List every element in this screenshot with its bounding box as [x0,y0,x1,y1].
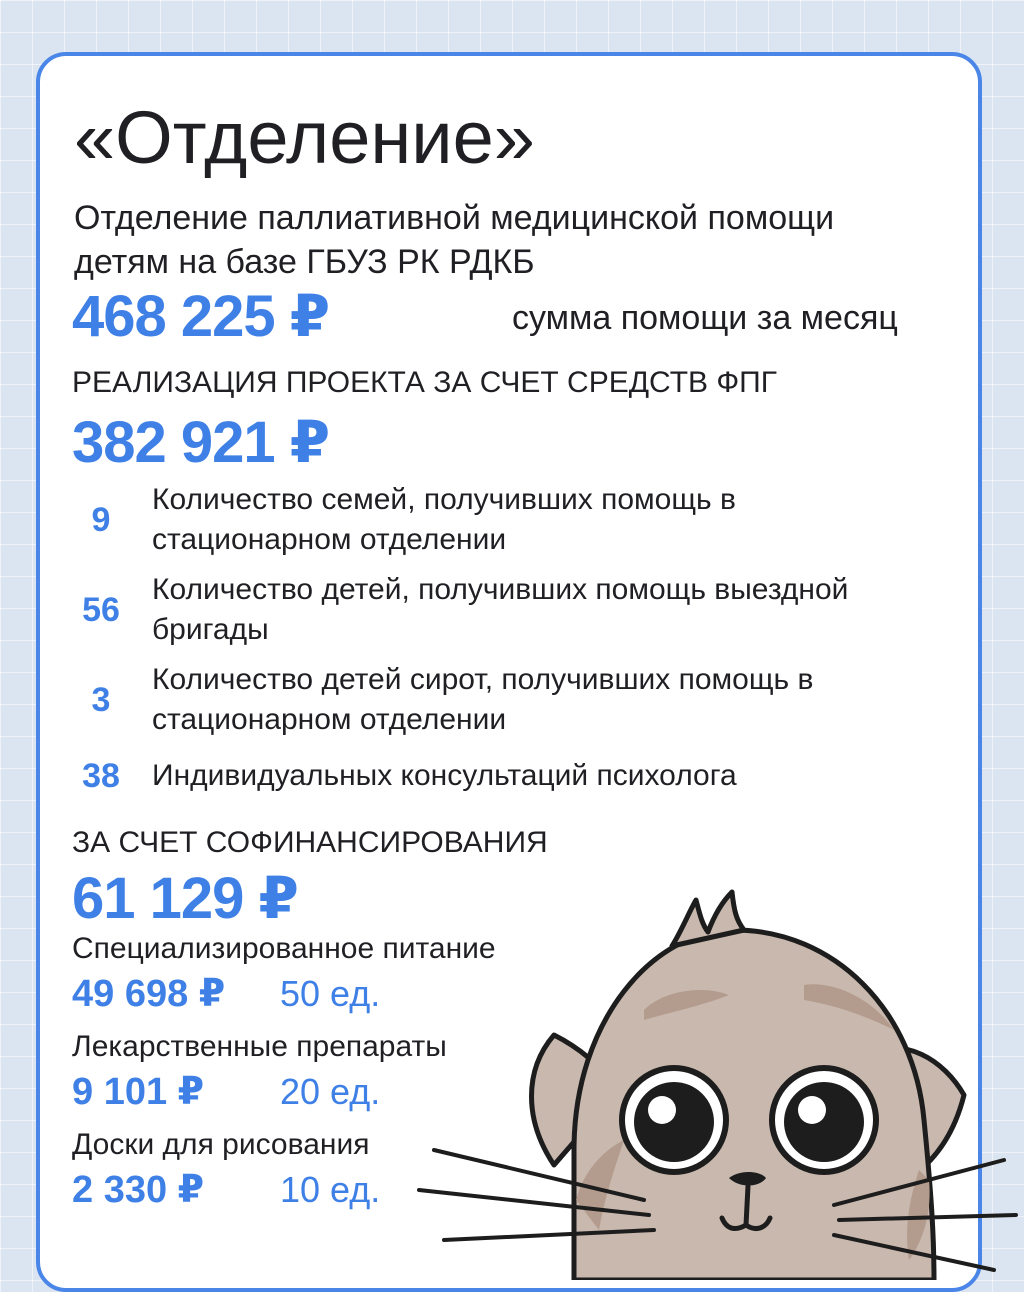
page-title: «Отделение» [74,96,535,179]
subtitle: Отделение паллиативной медицинской помощи детям на базе ГБУЗ РК РДКБ [74,199,835,281]
item-label: Лекарственные препараты [72,1030,447,1063]
fpg-heading: РЕАЛИЗАЦИЯ ПРОЕКТА ЗА СЧЕТ СРЕДСТВ ФПГ [72,366,777,399]
fpg-amount: 382 921 ₽ [72,410,330,475]
item-amount: 49 698 ₽ [72,973,226,1015]
item-qty: 50 ед. [280,973,381,1014]
cofinancing-heading: ЗА СЧЕТ СОФИНАНСИРОВАНИЯ [72,826,548,859]
monthly-amount: 468 225 ₽ [72,284,330,349]
item-label: Специализированное питание [72,932,496,965]
item-qty: 10 ед. [280,1169,381,1210]
item-label: Доски для рисования [72,1128,370,1161]
item-amount: 2 330 ₽ [72,1169,205,1211]
stat-text: Индивидуальных консультаций психолога [152,759,737,792]
stat-value: 56 [82,591,120,629]
stat-value: 9 [91,501,111,539]
stat-text: Количество детей, получивших помощь выездной бригады [152,573,849,646]
stat-text: Количество детей сирот, получивших помощь в стационарном отделении [152,663,814,736]
monthly-label: сумма помощи за месяц [512,299,898,337]
stat-value: 3 [91,681,111,719]
cofinancing-amount: 61 129 ₽ [72,866,298,931]
cat-mascot-illustration [404,820,1024,1280]
stat-value: 38 [82,757,120,795]
item-amount: 9 101 ₽ [72,1071,205,1113]
stat-text: Количество семей, получивших помощь в стационарном отделении [152,483,736,556]
item-qty: 20 ед. [280,1071,381,1112]
